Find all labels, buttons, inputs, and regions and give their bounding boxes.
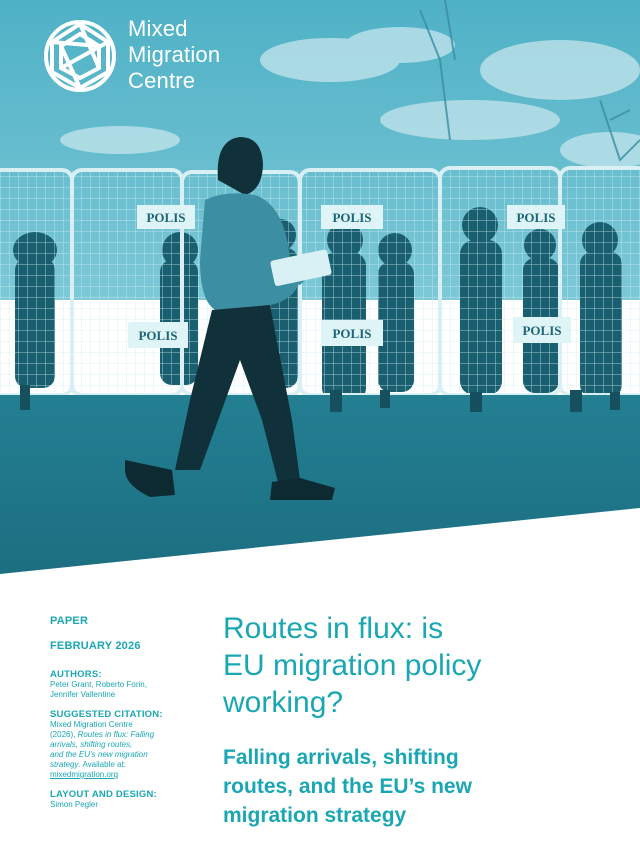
designer-name: Simon Pegler bbox=[50, 800, 99, 809]
document-title bbox=[223, 610, 623, 721]
title-line: EU migration policy bbox=[223, 649, 482, 682]
citation-title: arrivals, shifting routes, bbox=[50, 740, 133, 749]
authors-heading: AUTHORS: bbox=[50, 669, 102, 680]
police-sign: POLIS bbox=[516, 210, 556, 225]
citation-title: Routes in flux: Falling bbox=[77, 730, 155, 739]
police-sign: POLIS bbox=[146, 210, 186, 225]
citation-line bbox=[50, 730, 200, 740]
police-sign: POLIS bbox=[138, 328, 178, 343]
citation-heading: SUGGESTED CITATION: bbox=[50, 709, 163, 720]
mmc-globe-icon bbox=[40, 16, 120, 96]
citation-line bbox=[50, 740, 200, 750]
logo-line-3: Centre bbox=[128, 68, 196, 93]
citation-year: (2026), bbox=[50, 730, 78, 739]
subtitle-line: migration strategy bbox=[223, 804, 407, 827]
citation-link[interactable]: mixedmigration.org bbox=[50, 770, 119, 779]
title-line: Routes in flux: is bbox=[223, 612, 444, 645]
subtitle-line: routes, and the EU’s new bbox=[223, 775, 472, 798]
barrier-fence bbox=[0, 168, 640, 395]
design-heading: LAYOUT AND DESIGN: bbox=[50, 789, 157, 800]
title-line: working? bbox=[223, 686, 344, 719]
publication-date: FEBRUARY 2026 bbox=[50, 640, 141, 652]
citation-line: Mixed Migration Centre bbox=[50, 720, 133, 729]
logo-line-1: Mixed bbox=[128, 16, 188, 41]
citation-line bbox=[50, 760, 200, 770]
citation-available: . Available at: bbox=[78, 760, 126, 769]
police-sign: POLIS bbox=[332, 326, 372, 341]
logo-line-2: Migration bbox=[128, 42, 221, 67]
citation-title: and the EU’s new migration bbox=[50, 750, 148, 759]
citation-title: strategy bbox=[50, 760, 79, 769]
publication-meta bbox=[50, 615, 200, 810]
police-sign: POLIS bbox=[332, 210, 372, 225]
mmc-logo bbox=[40, 14, 250, 104]
subtitle-line: Falling arrivals, shifting bbox=[223, 746, 459, 769]
police-sign: POLIS bbox=[522, 323, 562, 338]
authors-line: Peter Grant, Roberto Forin, bbox=[50, 680, 147, 689]
document-subtitle bbox=[223, 743, 623, 830]
citation-line bbox=[50, 750, 200, 760]
authors-line: Jennifer Vallentine bbox=[50, 690, 116, 699]
document-type: PAPER bbox=[50, 615, 89, 627]
